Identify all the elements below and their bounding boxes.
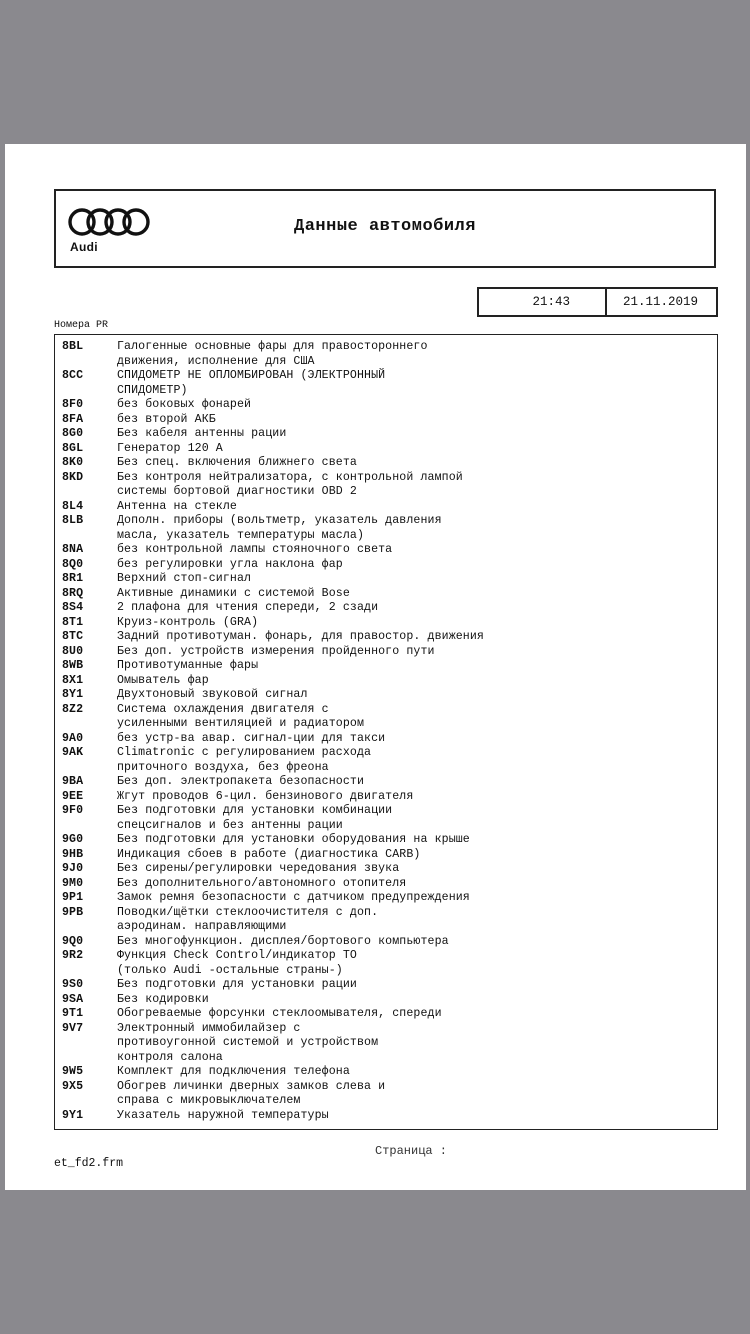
pr-description: Круиз-контроль (GRA) — [117, 615, 259, 629]
pr-description: Без подготовки для установки рации — [117, 978, 357, 991]
pr-description: Омыватель фар — [117, 673, 209, 687]
pr-code: 9Q0 — [62, 934, 84, 948]
list-item — [55, 877, 717, 892]
pr-code: 9S0 — [62, 978, 84, 991]
list-item — [55, 804, 717, 833]
pr-code: 8U0 — [62, 644, 84, 658]
list-item — [55, 935, 717, 950]
list-item — [55, 572, 717, 587]
pr-code: 8F0 — [62, 398, 84, 411]
pr-code: 8K0 — [62, 456, 84, 469]
pr-description: без регулировки угла наклона фар — [117, 557, 343, 571]
list-item — [55, 1109, 717, 1124]
pr-code: 8FA — [62, 412, 84, 426]
list-item — [55, 906, 717, 935]
pr-code: 8Q0 — [62, 557, 84, 571]
list-item — [55, 456, 717, 471]
pr-code: 9Y1 — [62, 1108, 84, 1122]
pr-code: 8T1 — [62, 615, 84, 629]
pr-description: Индикация сбоев в работе (диагностика CARB) — [117, 847, 421, 861]
pr-description: без второй АКБ — [117, 412, 216, 426]
header-box — [54, 189, 716, 268]
list-item — [55, 427, 717, 442]
page-label: Страница : — [375, 1144, 448, 1158]
pr-description: Галогенные основные фары для правостороннего движения, исполнение для США — [117, 340, 428, 368]
list-item — [55, 514, 717, 543]
pr-codes-rows — [55, 340, 717, 1123]
pr-description: Обогреваемые форсунки стеклоомывателя, спереди — [117, 1007, 442, 1020]
pr-code: 8L4 — [62, 499, 84, 513]
list-item — [55, 1065, 717, 1080]
pr-description: Дополн. приборы (вольтметр, указатель давления масла, указатель температуры масла) — [117, 514, 442, 542]
pr-code: 8WB — [62, 659, 84, 672]
pr-codes-list — [54, 334, 718, 1130]
pr-description: Жгут проводов 6-цил. бензинового двигателя — [117, 789, 414, 803]
pr-code: 9R2 — [62, 949, 84, 962]
pr-description: Без кодировки — [117, 992, 209, 1006]
pr-description: Без доп. электропакета безопасности — [117, 775, 365, 788]
pr-code: 8CC — [62, 369, 84, 382]
pr-code: 9AK — [62, 746, 84, 759]
list-item — [55, 601, 717, 616]
list-item — [55, 1080, 717, 1109]
pr-description: Без контроля нейтрализатора, с контрольной лампой системы бортовой диагностики OBD 2 — [117, 470, 463, 498]
document-title: Данные автомобиля — [294, 217, 476, 236]
pr-description: Задний противотуман. фонарь, для правостор. движения — [117, 630, 484, 643]
pr-description: Без многофункцион. дисплея/бортового компьютера — [117, 934, 449, 948]
pr-description: Антенна на стекле — [117, 499, 237, 513]
pr-description: Без кабеля антенны рации — [117, 427, 287, 440]
pr-code: 9V7 — [62, 1021, 84, 1035]
pr-code: 8RQ — [62, 586, 84, 600]
pr-code: 9T1 — [62, 1007, 84, 1020]
pr-description: Без дополнительного/автономного отопителя — [117, 876, 407, 890]
list-item — [55, 703, 717, 732]
time-value: 21:43 — [479, 289, 607, 315]
form-name: et_fd2.frm — [54, 1157, 124, 1170]
list-item — [55, 1022, 717, 1066]
pr-description: Без подготовки для установки оборудования на крыше — [117, 833, 470, 846]
list-item — [55, 688, 717, 703]
pr-description: Верхний стоп-сигнал — [117, 572, 252, 585]
pr-code: 9HB — [62, 847, 84, 861]
pr-description: Система охлаждения двигателя с усиленными вентиляцией и радиатором — [117, 702, 365, 730]
list-item — [55, 340, 717, 369]
pr-code: 9W5 — [62, 1065, 84, 1078]
list-item — [55, 587, 717, 602]
pr-description: Двухтоновый звуковой сигнал — [117, 688, 308, 701]
pr-description: Противотуманные фары — [117, 659, 259, 672]
pr-code: 8S4 — [62, 601, 84, 614]
pr-code: 8GL — [62, 441, 84, 455]
pr-description: Без сирены/регулировки чередования звука — [117, 862, 400, 875]
list-item — [55, 674, 717, 689]
list-item — [55, 413, 717, 428]
date-value: 21.11.2019 — [622, 295, 698, 309]
pr-description: Без доп. устройств измерения пройденного пути — [117, 644, 435, 658]
list-item — [55, 790, 717, 805]
list-item — [55, 398, 717, 413]
pr-description: Указатель наружной температуры — [117, 1108, 329, 1122]
pr-description: Поводки/щётки стеклоочистителя с доп. аэродинам. направляющими — [117, 905, 379, 933]
pr-code: 8R1 — [62, 572, 84, 585]
list-item — [55, 500, 717, 515]
pr-description: без контрольной лампы стояночного света — [117, 543, 393, 556]
pr-description: Обогрев личинки дверных замков слева и справа с микровыключателем — [117, 1079, 386, 1107]
list-item — [55, 616, 717, 631]
pr-code: 9A0 — [62, 731, 84, 745]
pr-code: 9SA — [62, 992, 84, 1006]
list-item — [55, 775, 717, 790]
pr-code: 8G0 — [62, 427, 84, 440]
pr-code: 9BA — [62, 775, 84, 788]
pr-code: 8Y1 — [62, 688, 84, 701]
pr-code: 8NA — [62, 543, 84, 556]
pr-code: 9EE — [62, 789, 84, 803]
pr-description: Без спец. включения ближнего света — [117, 456, 357, 469]
list-item — [55, 543, 717, 558]
list-item — [55, 833, 717, 848]
pr-description: Генератор 120 А — [117, 441, 223, 455]
pr-code: 8X1 — [62, 673, 84, 687]
list-item — [55, 746, 717, 775]
pr-code: 8LB — [62, 514, 84, 527]
list-item — [55, 949, 717, 978]
list-item — [55, 645, 717, 660]
pr-description: Активные динамики с системой Bose — [117, 586, 350, 600]
pr-description: Без подготовки для установки комбинации спецсигналов и без антенны рации — [117, 804, 393, 832]
list-item — [55, 732, 717, 747]
document-page — [5, 144, 746, 1190]
pr-code: 8Z2 — [62, 702, 84, 716]
pr-description: 2 плафона для чтения спереди, 2 сзади — [117, 601, 379, 614]
pr-code: 8TC — [62, 630, 84, 643]
list-item — [55, 1007, 717, 1022]
pr-description: Функция Check Control/индикатор ТО (только Audi -остальные страны-) — [117, 949, 357, 977]
pr-code: 9F0 — [62, 804, 84, 817]
list-item — [55, 862, 717, 877]
pr-description: Climatronic с регулированием расхода приточного воздуха, без фреона — [117, 746, 372, 774]
pr-code: 9PB — [62, 905, 84, 919]
pr-description: без устр-ва авар. сигнал-ции для такси — [117, 731, 386, 745]
pr-code: 9J0 — [62, 862, 84, 875]
list-item — [55, 471, 717, 500]
pr-code: 9G0 — [62, 833, 84, 846]
list-item — [55, 659, 717, 674]
list-item — [55, 630, 717, 645]
list-item — [55, 558, 717, 573]
audi-logo-text: Audi — [70, 240, 98, 254]
list-item — [55, 993, 717, 1008]
pr-description: без боковых фонарей — [117, 398, 252, 411]
list-item — [55, 442, 717, 457]
list-item — [55, 978, 717, 993]
pr-code: 9P1 — [62, 891, 84, 904]
pr-code: 8KD — [62, 470, 84, 484]
list-item — [55, 891, 717, 906]
list-item — [55, 848, 717, 863]
pr-description: Электронный иммобилайзер с противоугонной системой и устройством контроля салона — [117, 1021, 379, 1064]
pr-description: СПИДОМЕТР НЕ ОПЛОМБИРОВАН (ЭЛЕКТРОННЫЙ СПИДОМЕТР) — [117, 369, 386, 397]
pr-description: Комплект для подключения телефона — [117, 1065, 350, 1078]
pr-code: 8BL — [62, 340, 84, 353]
list-item — [55, 369, 717, 398]
datetime-box — [477, 287, 718, 317]
pr-description: Замок ремня безопасности с датчиком предупреждения — [117, 891, 470, 904]
pr-code: 9X5 — [62, 1079, 84, 1093]
pr-code: 9M0 — [62, 876, 84, 890]
section-label: Номера PR — [54, 320, 109, 331]
